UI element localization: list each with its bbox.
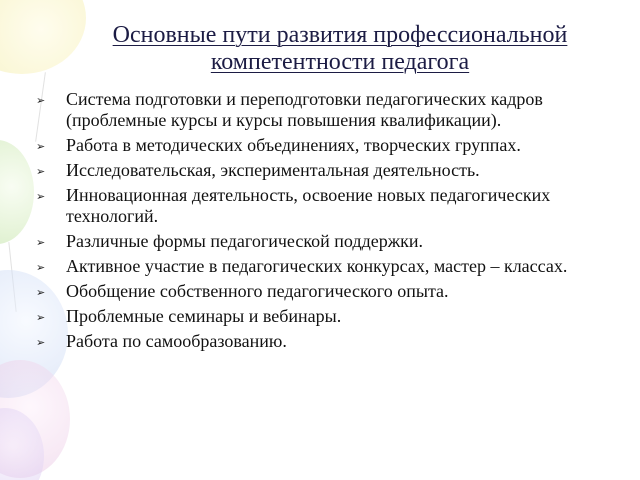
list-item [36,306,606,327]
arrow-bullet-icon: ➢ [36,140,46,153]
arrow-bullet-icon: ➢ [36,336,46,349]
list-item [36,160,606,181]
list-item [36,135,606,156]
list-item-text: Проблемные семинары и вебинары. [66,306,342,326]
list-item [36,256,606,277]
list-item-text: Обобщение собственного педагогического опыта. [66,281,449,301]
list-item-text: Работа по самообразованию. [66,331,287,351]
balloon-green-decoration [0,140,34,244]
list-item-text: Исследовательская, экспериментальная деятельность. [66,160,480,180]
list-item-text: Инновационная деятельность, освоение новых педагогических технологий. [66,185,551,226]
list-item [36,231,606,252]
bullet-list [36,89,606,356]
list-item [36,331,606,352]
arrow-bullet-icon: ➢ [36,236,46,249]
arrow-bullet-icon: ➢ [36,261,46,274]
arrow-bullet-icon: ➢ [36,165,46,178]
arrow-bullet-icon: ➢ [36,286,46,299]
arrow-bullet-icon: ➢ [36,94,46,107]
slide-title [70,22,610,76]
list-item-text: Различные формы педагогической поддержки. [66,231,424,251]
slide-title-line-1: Основные пути развития профессиональной [112,22,568,48]
slide-title-line-2: компетентности педагога [210,49,470,75]
list-item-text: Система подготовки и переподготовки педагогических кадров (проблемные курсы и курсы повышения квалификации). [66,89,543,130]
arrow-bullet-icon: ➢ [36,190,46,203]
list-item [36,281,606,302]
arrow-bullet-icon: ➢ [36,311,46,324]
list-item [36,89,606,131]
list-item [36,185,606,227]
list-item-text: Активное участие в педагогических конкурсах, мастер – классах. [66,256,568,276]
list-item-text: Работа в методических объединениях, творческих группах. [66,135,521,155]
